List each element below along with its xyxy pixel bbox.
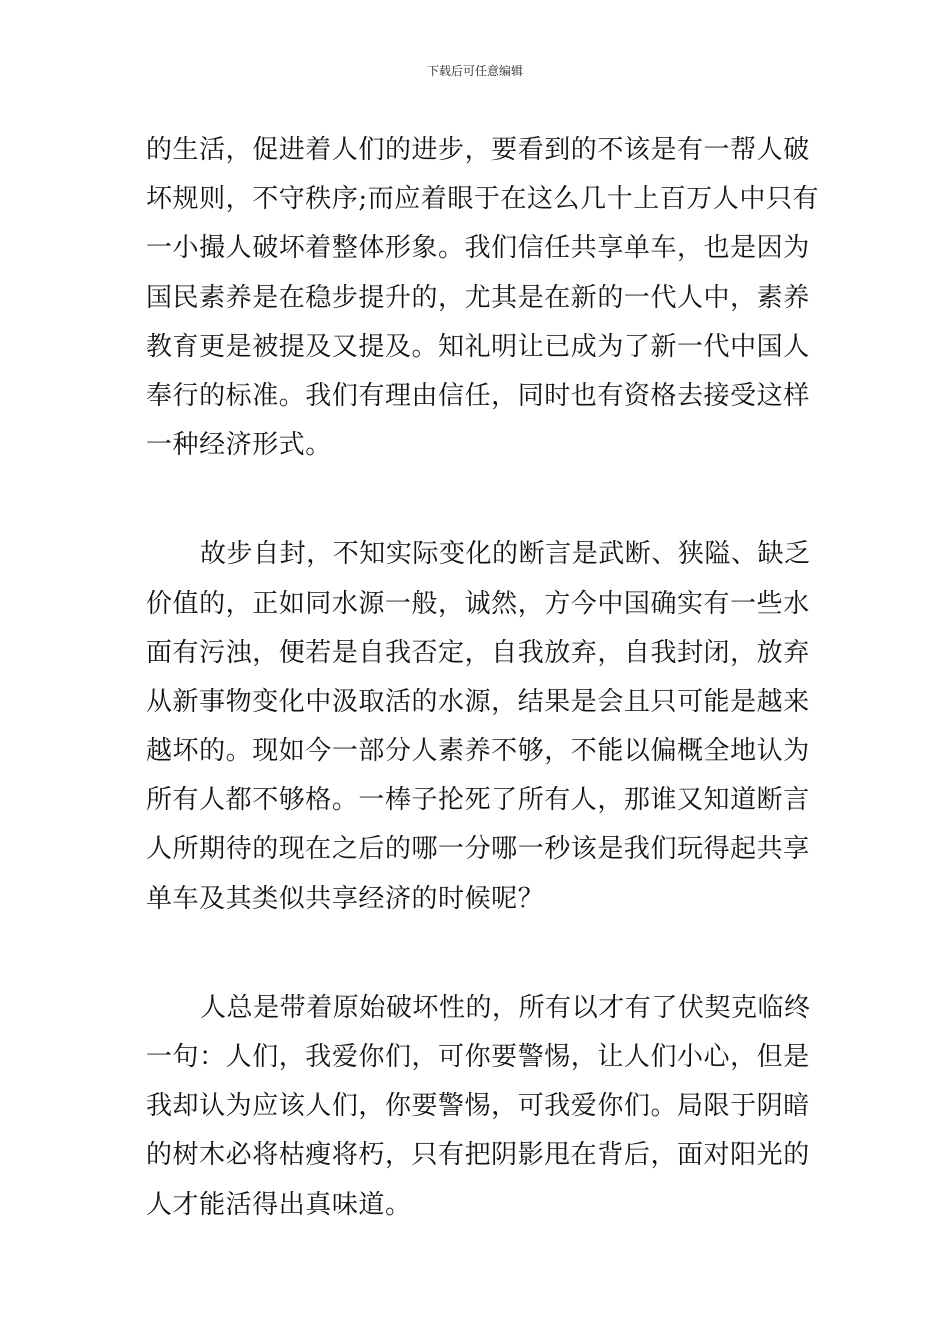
text-line: 人所期待的现在之后的哪一分哪一秒该是我们玩得起共享 bbox=[146, 834, 810, 865]
text-line: 教育更是被提及又提及。知礼明让已成为了新一代中国人 bbox=[146, 331, 810, 362]
page-header: 下载后可任意编辑 bbox=[426, 64, 523, 78]
paragraph-spacer bbox=[146, 470, 806, 530]
text-line: 价值的，正如同水源一般，诚然，方今中国确实有一些水 bbox=[146, 588, 810, 619]
text-line: 坏规则，不守秩序;而应着眼于在这么几十上百万人中只有 bbox=[146, 184, 820, 215]
paragraph-spacer bbox=[146, 924, 806, 984]
text-line: 的生活，促进着人们的进步，要看到的不该是有一帮人破 bbox=[146, 135, 810, 165]
text-line: 奉行的标准。我们有理由信任，同时也有资格去接受这样 bbox=[146, 380, 810, 411]
text-line: 故步自封，不知实际变化的断言是武断、狭隘、缺乏 bbox=[200, 539, 811, 570]
text-line: 面有污浊，便若是自我否定，自我放弃，自我封闭，放弃 bbox=[146, 637, 810, 668]
document-body bbox=[146, 126, 820, 1230]
text-line: 国民素养是在稳步提升的，尤其是在新的一代人中，素养 bbox=[146, 282, 810, 313]
text-line: 我却认为应该人们，你要警惕，可我爱你们。局限于阴暗 bbox=[146, 1091, 810, 1122]
text-line: 一种经济形式。 bbox=[146, 430, 332, 461]
text-line: 人才能活得出真味道。 bbox=[146, 1189, 412, 1220]
text-line: 的树木必将枯瘦将朽，只有把阴影甩在背后，面对阳光的 bbox=[146, 1140, 810, 1171]
text-line: 所有人都不够格。一棒子抡死了所有人，那谁又知道断言 bbox=[146, 785, 810, 816]
text-line: 一句：人们，我爱你们，可你要警惕，让人们小心，但是 bbox=[146, 1042, 810, 1072]
text-line: 一小撮人破坏着整体形象。我们信任共享单车，也是因为 bbox=[146, 233, 810, 264]
text-line: 从新事物变化中汲取活的水源，结果是会且只可能是越来 bbox=[146, 686, 810, 717]
text-line: 越坏的。现如今一部分人素养不够，不能以偏概全地认为 bbox=[146, 736, 810, 767]
text-line: 单车及其类似共享经济的时候呢？ bbox=[146, 883, 545, 914]
paragraph-1 bbox=[146, 126, 820, 470]
paragraph-3 bbox=[146, 984, 811, 1230]
text-line: 人总是带着原始破坏性的，所有以才有了伏契克临终 bbox=[200, 992, 811, 1023]
paragraph-2 bbox=[146, 530, 811, 924]
